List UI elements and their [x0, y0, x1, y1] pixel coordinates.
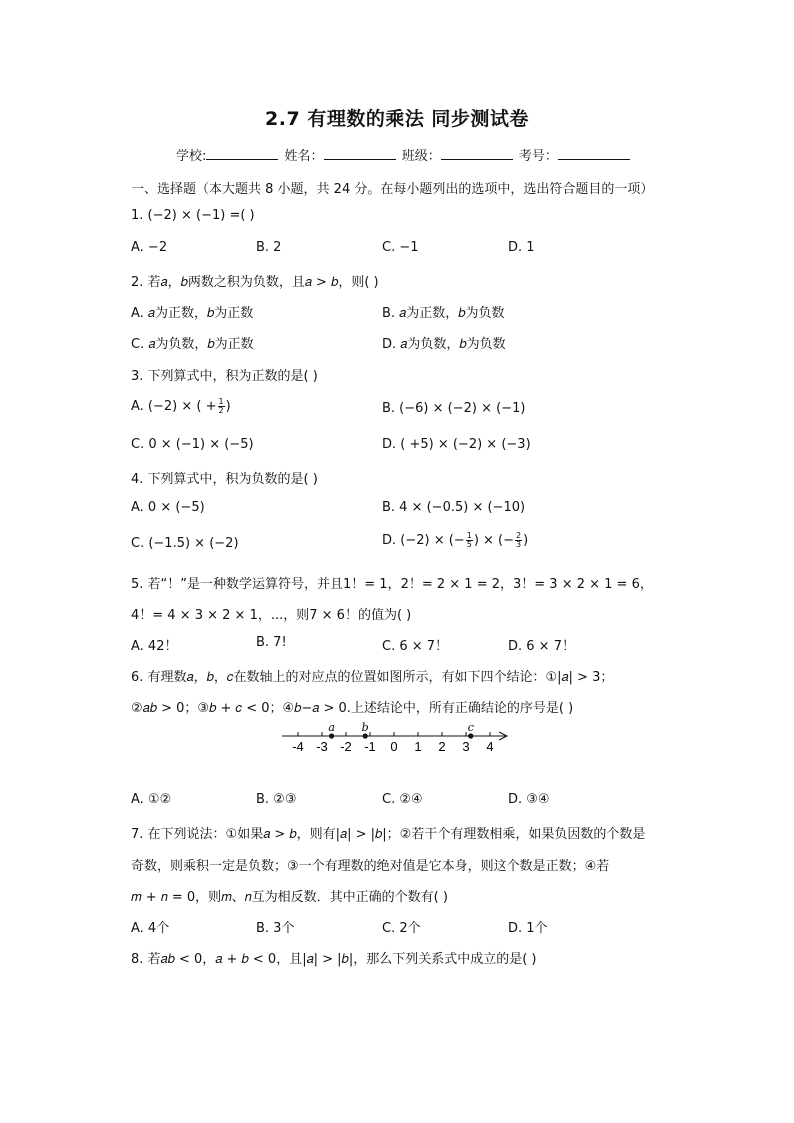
fraction-numerator: 2 — [516, 531, 522, 540]
q5-option-d[interactable]: D. 6 × 7！ — [508, 639, 575, 654]
q5-option-b[interactable]: B. 7! — [256, 635, 287, 650]
school-blank[interactable] — [206, 147, 278, 160]
page-title: 2.7 有理数的乘法 同步测试卷 — [265, 108, 529, 130]
number-line-tick-label: -4 — [292, 739, 304, 754]
number-line-tick-label: 3 — [462, 739, 470, 754]
q6-option-c[interactable]: C. ②④ — [382, 792, 423, 807]
q4-d-suffix: ) — [523, 533, 529, 548]
name-label: 姓名： — [284, 149, 324, 164]
q1-option-d[interactable]: D. 1 — [508, 240, 535, 255]
q6-option-b[interactable]: B. ②③ — [256, 792, 297, 807]
q7-option-a[interactable]: A. 4个 — [131, 921, 170, 936]
fraction-numerator: 1 — [466, 531, 472, 540]
fraction — [218, 398, 225, 415]
number-line-tick-label: 2 — [438, 739, 446, 754]
number-line-point-label: c — [467, 721, 474, 734]
number-line-point-label: a — [328, 721, 335, 734]
number-line-point-label: b — [361, 721, 369, 734]
q2-option-c[interactable]: C. 𝑎为负数，𝑏为正数 — [131, 337, 254, 352]
section-header: 一、选择题（本大题共 8 小题，共 24 分。在每小题列出的选项中，选出符合题目的一项） — [131, 182, 654, 197]
q5-stem-line1: 5. 若“！”是一种数学运算符号，并且1！= 1，2！= 2 × 1 = 2，3！= 3 × 2 × 1 = 6， — [131, 577, 653, 592]
student-info-row — [176, 145, 632, 164]
number-line-point-c — [468, 733, 473, 738]
class-label: 班级： — [401, 149, 441, 164]
q4-option-b[interactable]: B. 4 × (−0.5) × (−10) — [382, 500, 526, 515]
class-blank[interactable] — [441, 147, 513, 160]
q3-option-b[interactable]: B. (−6) × (−2) × (−1) — [382, 401, 526, 416]
q4-option-d[interactable] — [382, 532, 528, 549]
q7-option-b[interactable]: B. 3个 — [256, 921, 295, 936]
number-line-tick-label: -3 — [316, 739, 328, 754]
q2-option-b[interactable]: B. 𝑎为正数，𝑏为负数 — [382, 306, 505, 321]
q3-a-suffix: ) — [225, 399, 231, 414]
q5-option-a[interactable]: A. 42！ — [131, 639, 178, 654]
fraction — [466, 532, 473, 549]
q6-stem-line1: 6. 有理数𝑎，𝑏，𝑐在数轴上的对应点的位置如图所示，有如下四个结论：①|𝑎| > 3； — [131, 670, 614, 685]
q6-option-d[interactable]: D. ③④ — [508, 792, 550, 807]
q4-option-a[interactable]: A. 0 × (−5) — [131, 500, 205, 515]
q1-stem: 1. (−2) × (−1) =( ) — [131, 208, 255, 223]
q3-option-a[interactable] — [131, 398, 231, 415]
q4-stem: 4. 下列算式中，积为负数的是( ) — [131, 472, 318, 487]
fraction-numerator: 1 — [218, 397, 224, 406]
number-blank[interactable] — [558, 147, 630, 160]
q7-option-c[interactable]: C. 2个 — [382, 921, 421, 936]
q7-stem-line1: 7. 在下列说法：①如果𝑎 > 𝑏，则有|𝑎| > |𝑏|；②若干个有理数相乘，如果负因数的个数是 — [131, 827, 646, 842]
q1-option-a[interactable]: A. −2 — [131, 240, 168, 255]
q3-option-c[interactable]: C. 0 × (−1) × (−5) — [131, 437, 254, 452]
q7-option-d[interactable]: D. 1个 — [508, 921, 548, 936]
q6-option-a[interactable]: A. ①② — [131, 792, 172, 807]
fraction-denominator: 3 — [516, 540, 522, 549]
number-label: 考号： — [518, 149, 558, 164]
number-line-tick-label: 0 — [390, 739, 398, 754]
number-line-diagram — [280, 718, 516, 758]
name-blank[interactable] — [324, 147, 396, 160]
q2-option-d[interactable]: D. 𝑎为负数，𝑏为负数 — [382, 337, 506, 352]
number-line-tick-label: -2 — [340, 739, 352, 754]
number-line-tick-label: 1 — [414, 739, 422, 754]
q6-stem-line2: ②𝑎𝑏 > 0；③𝑏 + 𝑐 < 0；④𝑏−𝑎 > 0.上述结论中，所有正确结论的序号是( ) — [131, 701, 574, 716]
q2-stem: 2. 若𝑎，𝑏两数之积为负数，且𝑎 > 𝑏，则( ) — [131, 275, 379, 290]
q3-option-d[interactable]: D. ( +5) × (−2) × (−3) — [382, 437, 531, 452]
number-line-point-a — [329, 733, 334, 738]
q1-option-c[interactable]: C. −1 — [382, 240, 419, 255]
q5-stem-line2: 4！= 4 × 3 × 2 × 1，...，则7 × 6！的值为( ) — [131, 608, 412, 623]
number-line-tick-label: -1 — [364, 739, 376, 754]
number-line-point-b — [363, 733, 368, 738]
q4-d-prefix: D. (−2) × (− — [382, 533, 465, 548]
q7-stem-line2: 奇数，则乘积一定是负数；③一个有理数的绝对值是它本身，则这个数是正数；④若 — [131, 859, 610, 874]
q7-stem-line3: 𝑚 + 𝑛 = 0，则𝑚、𝑛互为相反数．其中正确的个数有( ) — [131, 890, 448, 905]
q2-option-a[interactable]: A. 𝑎为正数，𝑏为正数 — [131, 306, 254, 321]
number-line-ticks — [292, 732, 493, 754]
school-label: 学校: — [176, 149, 207, 164]
q3-a-prefix: A. (−2) × ( + — [131, 399, 217, 414]
fraction — [515, 532, 522, 549]
q4-d-middle: ) × (− — [473, 533, 515, 548]
q4-option-c[interactable]: C. (−1.5) × (−2) — [131, 536, 239, 551]
fraction-denominator: 2 — [218, 406, 224, 415]
number-line-tick-label: 4 — [486, 739, 494, 754]
fraction-denominator: 5 — [466, 540, 472, 549]
q1-option-b[interactable]: B. 2 — [256, 240, 282, 255]
q5-option-c[interactable]: C. 6 × 7！ — [382, 639, 449, 654]
q3-stem: 3. 下列算式中，积为正数的是( ) — [131, 369, 318, 384]
q8-stem: 8. 若𝑎𝑏 < 0，𝑎 + 𝑏 < 0，且|𝑎| > |𝑏|，那么下列关系式中成立的是( ) — [131, 952, 537, 967]
